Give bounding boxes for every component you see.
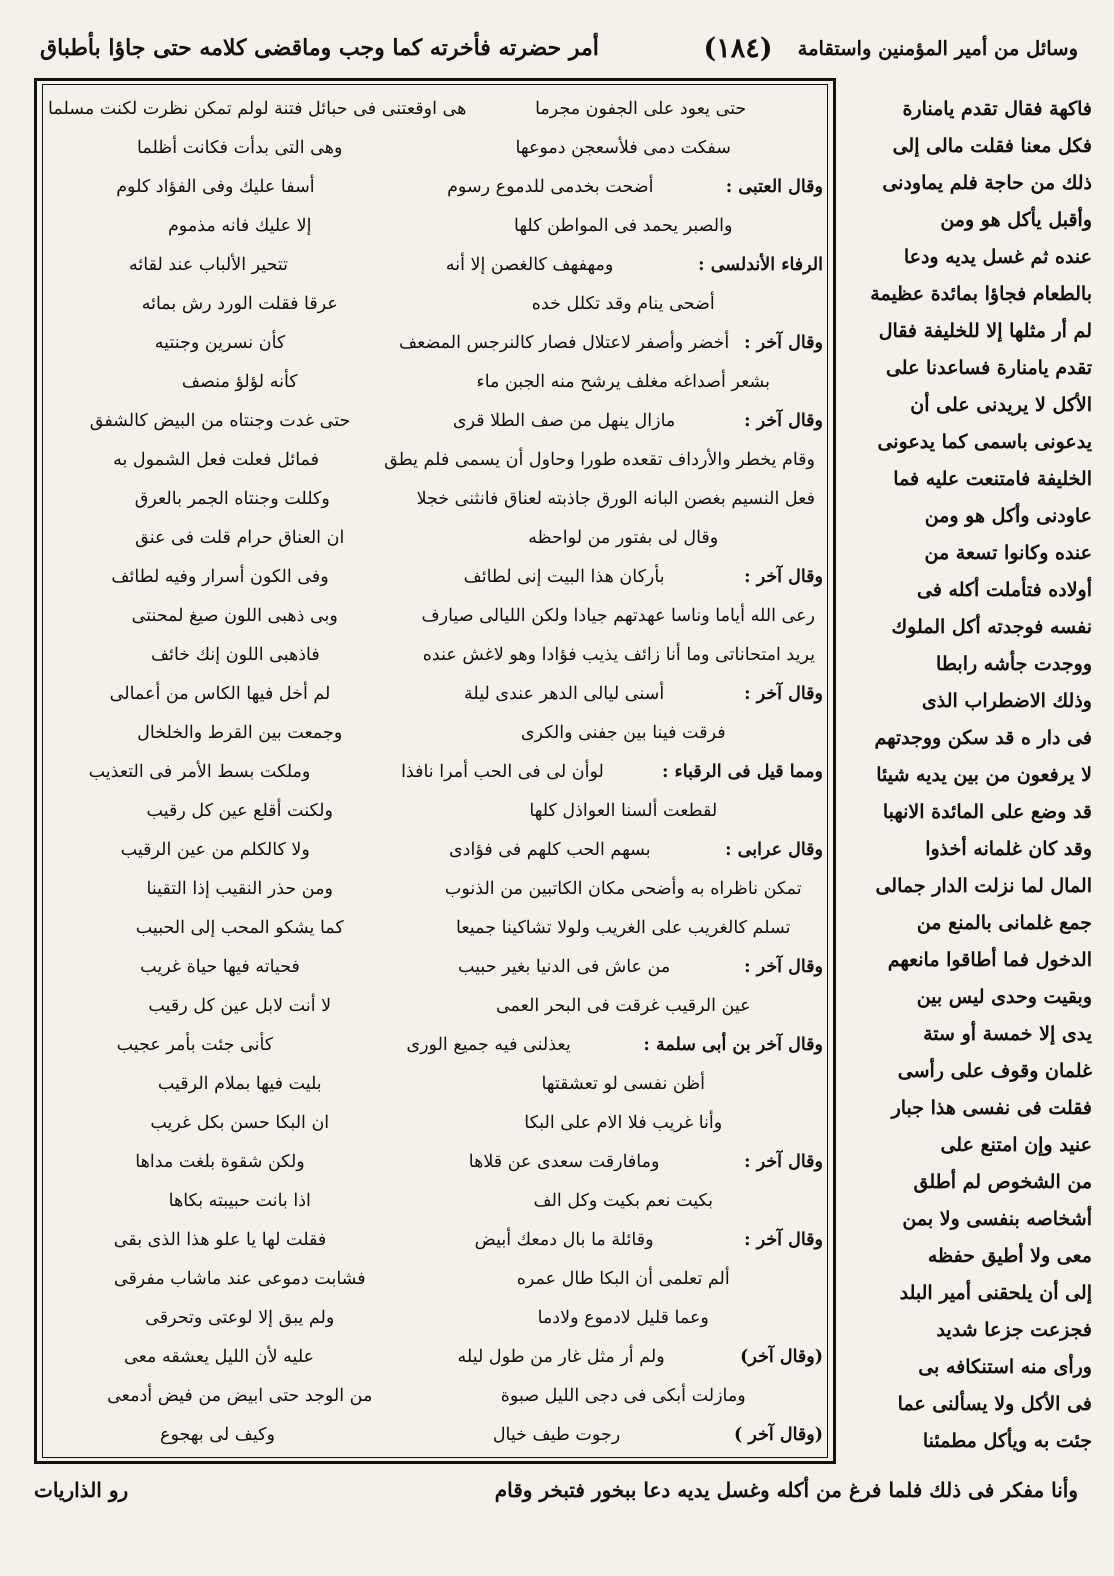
running-title-right: وسائل من أمير المؤمنين واستقامة [797, 36, 1078, 60]
verse-second-hemistich: فشابت دموعى عند ماشاب مفرقى [113, 1268, 366, 1289]
verse-attribution: وقال آخر : [744, 683, 823, 704]
verse-first-hemistich: فرقت فينا بين جفنى والكرى [520, 722, 726, 743]
verse-attribution: وقال آخر : [744, 1229, 823, 1250]
margin-text-line: جمع غلمانى بالمنع من [916, 912, 1092, 935]
verse-row [48, 831, 823, 870]
verse-second-hemistich: لم أخل فيها الكاس من أعمالى [109, 683, 331, 704]
margin-text-line: فجزعت جزعا شديد [936, 1319, 1092, 1342]
margin-text-line: وقد كان غلمانه أخذوا [925, 838, 1092, 861]
verse-second-hemistich: ولا كالكلم من عين الرقيب [120, 839, 310, 860]
verse-row [48, 207, 823, 246]
verse-row [48, 519, 823, 558]
margin-text-line: لا يرفعون من بين يديه شيئا [876, 763, 1092, 786]
verse-row [48, 168, 823, 207]
margin-text-line: المال لما نزلت الدار جمالى [875, 875, 1092, 898]
verse-row [48, 285, 823, 324]
margin-text-line: عنيد وإن امتنع على [940, 1134, 1092, 1157]
verse-row [48, 1221, 823, 1260]
margin-text-line: الأكل لا يريدنى على أن [910, 393, 1092, 416]
margin-text-line: قد وضع على المائدة الانهبا [882, 801, 1092, 823]
verse-first-hemistich: أخضر وأصفر لاعتلال فصار كالنرجس المضعف [398, 332, 730, 353]
verse-row [48, 675, 823, 714]
margin-text-line: وبقيت وحدى ليس بين [916, 986, 1092, 1009]
verse-first-hemistich: رعى الله أياما وناسا عهدتهم جيادا ولكن الليالى صيارف [421, 605, 815, 626]
margin-text-line: أشخاصه بنفسى ولا بمن [902, 1208, 1092, 1231]
margin-text-line: وذلك الاضطراب الذى [921, 689, 1092, 712]
verse-second-hemistich: ان البكا حسن بكل غريب [150, 1112, 330, 1133]
verse-row [48, 1182, 823, 1221]
poetry-box [48, 90, 823, 1455]
verse-second-hemistich: فقلت لها يا علو هذا الذى بقى [113, 1229, 327, 1250]
verse-attribution: (وقال آخر ) [734, 1424, 823, 1445]
verse-second-hemistich: وهى التى بدأت فكانت أظلما [137, 137, 343, 158]
verse-second-hemistich: كأن نسرين وجنتيه [154, 332, 286, 353]
verse-first-hemistich: عين الرقيب غرقت فى البحر العمى [495, 995, 751, 1016]
verse-attribution: الرفاء الأندلسى : [698, 254, 823, 275]
margin-text-line: تقدم يامنارة فساعدنا على [885, 356, 1092, 379]
margin-text-line: لم أر مثلها إلا للخليفة فقال [878, 319, 1092, 342]
verse-first-hemistich: وقائلة ما بال دمعك أبيض [474, 1229, 654, 1250]
verse-second-hemistich: ولم يبق إلا لوعتى وتحرقى [145, 1307, 335, 1328]
verse-second-hemistich: وفى الكون أسرار وفيه لطائف [111, 566, 329, 587]
verse-first-hemistich: رجوت طيف خيال [492, 1424, 621, 1445]
margin-text-line: معى ولا أطيق حفظه [927, 1245, 1092, 1268]
verse-first-hemistich: يريد امتحاناتى وما أنا زائف يذيب فؤادا وهو لاغش عنده [422, 644, 815, 665]
verse-first-hemistich: مازال ينهل من صف الطلا قرى [452, 410, 676, 431]
margin-text-line: جئت به ويأكل مطمئنا [922, 1430, 1092, 1453]
page-header [34, 22, 1078, 74]
verse-second-hemistich: وبى ذهبى اللون صيغ لمحنتى [131, 605, 338, 626]
verse-second-hemistich: حتى غدت وجنتاه من البيض كالشفق [89, 410, 351, 431]
verse-row [48, 1416, 823, 1455]
verse-second-hemistich: أسفا عليك وفى الفؤاد كلوم [116, 176, 315, 197]
verse-first-hemistich: ولم أر مثل غار من طول ليله [457, 1346, 665, 1367]
verse-first-hemistich: بكيت نعم بكيت وكل الف [533, 1190, 714, 1211]
verse-first-hemistich: وقام يخطر والأرداف تقعده طورا وحاول أن يسمى فلم يطق [384, 449, 815, 470]
verse-row [48, 90, 823, 129]
verse-first-hemistich: أسنى ليالى الدهر عندى ليلة [464, 683, 665, 704]
margin-text-line: غلمان وقوف على رأسى [897, 1060, 1092, 1083]
verse-row [48, 1143, 823, 1182]
verse-row [48, 480, 823, 519]
verse-second-hemistich: وكللت وجنتاه الجمر بالعرق [134, 488, 330, 509]
verse-row [48, 1104, 823, 1143]
verse-first-hemistich: ألم تعلمى أن البكا طال عمره [516, 1268, 730, 1289]
margin-text-line: فى دار ه قد سكن ووجدتهم [874, 726, 1092, 749]
verse-second-hemistich: فمائل فعلت فعل الشمول به [113, 449, 320, 470]
verse-row [48, 987, 823, 1026]
verse-first-hemistich: لقطعت ألسنا العواذل كلها [529, 800, 718, 821]
verse-second-hemistich: ومن حذر النقيب إذا التقينا [146, 878, 333, 899]
verse-second-hemistich: كأنه لؤلؤ منصف [181, 371, 298, 392]
verse-first-hemistich: تسلم كالغريب على الغريب ولولا تشاكينا جميعا [456, 917, 791, 938]
verse-row [48, 636, 823, 675]
margin-text-line: وأقبل يأكل هو ومن [940, 208, 1092, 231]
verse-second-hemistich: ان العناق حرام قلت فى عنق [135, 527, 345, 548]
verse-attribution: وقال آخر بن أبى سلمة : [643, 1034, 823, 1055]
verse-second-hemistich: وكيف لى بهجوع [160, 1424, 275, 1445]
verse-attribution: وقال العتبى : [725, 176, 823, 197]
verse-row [48, 558, 823, 597]
verse-first-hemistich: أضحت بخدمى للدموع رسوم [447, 176, 654, 197]
verse-first-hemistich: وأنا غريب فلا الام على البكا [524, 1112, 723, 1133]
verse-second-hemistich: تتحير الألباب عند لقائه [129, 254, 289, 275]
verse-row [48, 129, 823, 168]
verse-row [48, 792, 823, 831]
margin-text-line: فقلت فى نفسى هذا جبار [891, 1097, 1092, 1120]
verse-row [48, 1260, 823, 1299]
verse-second-hemistich: وجمعت بين القرط والخلخال [137, 722, 343, 743]
margin-text-line: الخليفة فامتنعت عليه فما [893, 467, 1092, 490]
margin-text-line: الدخول فما أطاقوا مانعهم [887, 949, 1092, 972]
margin-text-line: عاودنى وأكل هو ومن [924, 504, 1092, 527]
verse-attribution: ومما قيل فى الرقباء : [661, 761, 823, 782]
margin-text-line: أولاده فتأملت أكله فى [917, 578, 1092, 601]
verse-first-hemistich: ومافارقت سعدى عن قلاها [468, 1151, 660, 1172]
page-footer [34, 1470, 1078, 1510]
verse-second-hemistich: من الوجد حتى ابيض من فيض أدمعى [107, 1385, 373, 1406]
verse-first-hemistich: وقال لى بفتور من لواحظه [528, 527, 719, 548]
margin-text-line: فاكهة فقال تقدم يامنارة [902, 97, 1092, 120]
verse-attribution: (وقال آخر) [740, 1346, 823, 1367]
margin-text-line: بالطعام فجاؤا بمائدة عظيمة [870, 282, 1092, 305]
verse-first-hemistich: لوأن لى فى الحب أمرا نافذا [401, 761, 604, 782]
verse-attribution: وقال آخر : [744, 1151, 823, 1172]
verse-row [48, 909, 823, 948]
verse-second-hemistich: ولكنت أقلع عين كل رقيب [146, 800, 333, 821]
verse-row [48, 1065, 823, 1104]
verse-first-hemistich: ومازلت أبكى فى دجى الليل صبوة [500, 1385, 746, 1406]
verse-row [48, 246, 823, 285]
verse-second-hemistich: لا أنت لابل عين كل رقيب [148, 995, 332, 1016]
running-title-left: أمر حضرته فأخرته كما وجب وماقضى كلامه حتى جاؤا بأطباق [40, 35, 599, 61]
verse-first-hemistich: أضحى ينام وقد تكلل خده [531, 293, 715, 314]
verse-row [48, 1299, 823, 1338]
verse-second-hemistich: اذا بانت حبيبته بكاها [168, 1190, 311, 1211]
verse-second-hemistich: كأنى جئت بأمر عجيب [116, 1034, 274, 1055]
margin-text-line: إلى أن يلحقنى أمير البلد [899, 1282, 1092, 1305]
verse-first-hemistich: بأركان هذا البيت إنى لطائف [463, 566, 665, 587]
verse-first-hemistich: يعذلنى فيه جميع الورى [406, 1034, 571, 1055]
verse-attribution: وقال عرابى : [725, 839, 823, 860]
verse-first-hemistich: حتى يعود على الجفون مجرما [535, 98, 747, 119]
verse-first-hemistich: والصبر يحمد فى المواطن كلها [514, 215, 733, 236]
footer-catchword: رو الذاريات [34, 1478, 129, 1502]
verse-attribution: وقال آخر : [744, 956, 823, 977]
verse-second-hemistich: كما يشكو المحب إلى الحبيب [135, 917, 344, 938]
margin-text-line: ورأى منه استنكافه بى [918, 1356, 1092, 1379]
margin-text-line: ذلك من حاجة فلم يماودنى [882, 171, 1092, 194]
footer-continuation-text: وأنا مفكر فى ذلك فلما فرغ من أكله وغسل يديه دعا ببخور فتبخر وقام [494, 1478, 1078, 1502]
margin-text-line: من الشخوص لم أطلق [913, 1171, 1092, 1194]
verse-second-hemistich: فاذهبى اللون إنك خائف [150, 644, 320, 665]
verse-attribution: وقال آخر : [744, 332, 823, 353]
verse-row [48, 1377, 823, 1416]
verse-row [48, 948, 823, 987]
verse-row [48, 1338, 823, 1377]
verse-row [48, 714, 823, 753]
verse-second-hemistich: هى اوقعتنى فى حبائل فتنة لولم تمكن نظرت لكنت مسلما [48, 98, 467, 119]
verse-row [48, 402, 823, 441]
verse-row [48, 363, 823, 402]
verse-second-hemistich: فحياته فيها حياة غريب [140, 956, 300, 977]
verse-first-hemistich: ومهفهف كالغصن إلا أنه [445, 254, 614, 275]
margin-text-line: ووجدت جأشه رابطا [936, 652, 1092, 675]
verse-row [48, 870, 823, 909]
margin-text-line: فى الأكل ولا يسألنى عما [897, 1393, 1092, 1416]
verse-first-hemistich: وعما قليل لادموع ولادما [537, 1307, 709, 1328]
verse-first-hemistich: سفكت دمى فلأسعجن دموعها [515, 137, 731, 158]
margin-text-line: يدعونى باسمى كما يدعونى [877, 430, 1092, 453]
verse-first-hemistich: بسهم الحب كلهم فى فؤادى [448, 839, 651, 860]
verse-second-hemistich: ولكن شقوة بلغت مداها [135, 1151, 305, 1172]
verse-second-hemistich: عرقا فقلت الورد رش بمائه [141, 293, 338, 314]
page-number: (١٨٤) [703, 32, 773, 64]
verse-second-hemistich: عليه لأن الليل يعشقه معى [123, 1346, 315, 1367]
margin-text-line: عنده ثم غسل يديه ودعا [903, 245, 1092, 268]
verse-row [48, 753, 823, 792]
verse-second-hemistich: بليت فيها بملام الرقيب [157, 1073, 322, 1094]
verse-row [48, 597, 823, 636]
verse-first-hemistich: فعل النسيم بغصن البانه الورق جاذبته لعناق فانثنى خجلا [416, 488, 815, 509]
margin-text-line: يدى إلا خمسة أو ستة [923, 1023, 1092, 1046]
verse-attribution: وقال آخر : [744, 410, 823, 431]
verse-row [48, 1026, 823, 1065]
verse-second-hemistich: إلا عليك فانه مذموم [167, 215, 312, 236]
verse-first-hemistich: بشعر أصداغه مغلف يرشح منه الجبن ماء [476, 371, 771, 392]
margin-commentary [842, 90, 1092, 1460]
verse-first-hemistich: تمكن ناظراه به وأضحى مكان الكاتبين من الذنوب [444, 878, 802, 899]
margin-text-line: عنده وكانوا تسعة من [924, 541, 1092, 564]
verse-second-hemistich: وملكت بسط الأمر فى التعذيب [88, 761, 311, 782]
verse-first-hemistich: من عاش فى الدنيا بغير حبيب [457, 956, 671, 977]
margin-text-line: نفسه فوجدته أكل الملوك [891, 615, 1092, 638]
verse-row [48, 324, 823, 363]
verse-attribution: وقال آخر : [744, 566, 823, 587]
margin-text-line: فكل معنا فقلت مالى إلى [892, 134, 1092, 157]
verse-row [48, 441, 823, 480]
verse-first-hemistich: أظن نفسى لو تعشقتها [541, 1073, 706, 1094]
